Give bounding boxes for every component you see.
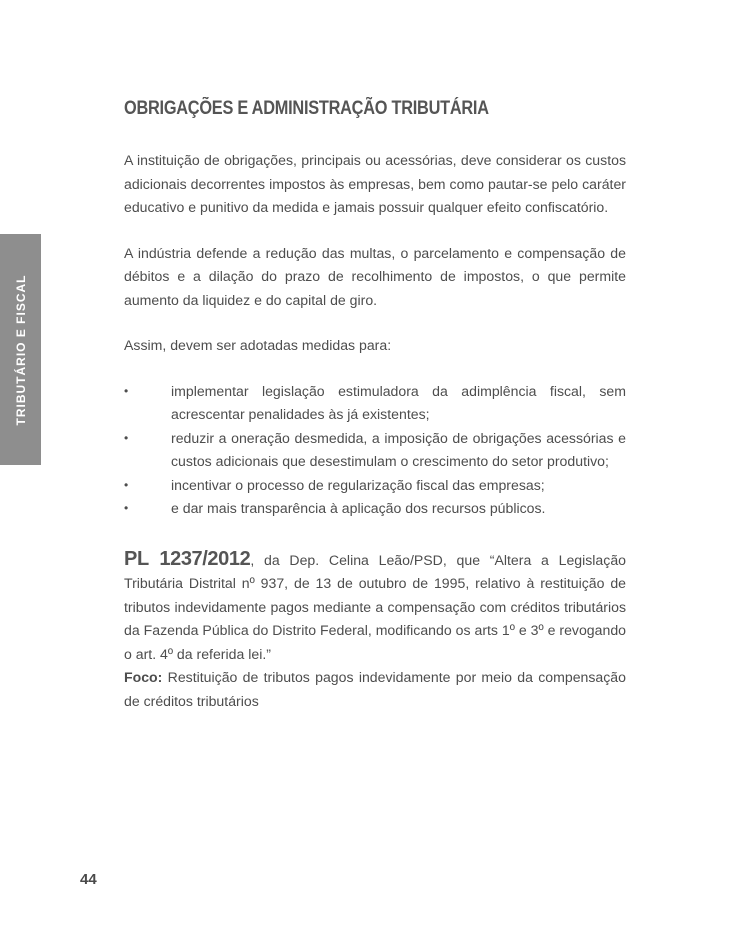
bill-paragraph xyxy=(124,548,626,667)
section-side-tab-label: TRIBUTÁRIO E FISCAL xyxy=(13,274,28,425)
list-item-text: e dar mais transparência à aplicação dos recursos públicos. xyxy=(171,500,546,516)
bill-focus xyxy=(124,666,626,713)
bullet-icon: • xyxy=(124,430,129,445)
paragraph-measures-intro: Assim, devem ser adotadas medidas para: xyxy=(124,337,392,353)
page-number: 44 xyxy=(80,871,97,888)
list-item-text: implementar legislação estimuladora da adimplência fiscal, sem acrescentar penalidades às já existentes; xyxy=(171,382,626,422)
page-content xyxy=(124,98,626,713)
bill-focus-text: Restituição de tributos pagos indevidamente por meio da compensação de créditos tributários xyxy=(124,669,626,709)
list-item-text: incentivar o processo de regularização fiscal das empresas; xyxy=(171,476,545,493)
bill-description: , da Dep. Celina Leão/PSD, que “Altera a Legislação Tributária Distrital nº 937, de 13 de outubro de 1995, relativo à restituição de tributos indevidamente pagos mediante a compensação com créditos tributários da Fazenda Pública do Distrito Federal, modificando os arts 1º e 3º e revogando o art. 4º da referida lei.” xyxy=(124,551,626,662)
list-item xyxy=(124,427,626,474)
list-item-text: reduzir a oneração desmedida, a imposição de obrigações acessórias e custos adicionais que desestimulam o crescimento do setor produtivo; xyxy=(171,429,626,469)
list-item xyxy=(124,474,626,498)
section-side-tab xyxy=(0,234,41,465)
bullet-icon: • xyxy=(124,501,129,515)
list-item xyxy=(124,380,626,427)
list-item xyxy=(124,497,626,521)
bill-code: PL 1237/2012 xyxy=(124,547,251,570)
bullet-icon: • xyxy=(124,477,129,492)
page-title: OBRIGAÇÕES E ADMINISTRAÇÃO TRIBUTÁRIA xyxy=(124,98,489,119)
bullet-icon: • xyxy=(124,383,129,398)
paragraph-obligations: A instituição de obrigações, principais ou acessórias, deve considerar os custos adicionais decorrentes impostos às empresas, bem como pautar-se pelo caráter educativo e punitivo da medida e jamais possuir qualquer efeito confiscatório. xyxy=(124,152,626,215)
bill-focus-label: Foco: xyxy=(124,669,163,685)
measures-list xyxy=(124,380,626,521)
paragraph-industry-defense: A indústria defende a redução das multas, o parcelamento e compensação de débitos e a dilação do prazo de recolhimento de impostos, o que permite aumento da liquidez e do capital de giro. xyxy=(124,244,626,308)
